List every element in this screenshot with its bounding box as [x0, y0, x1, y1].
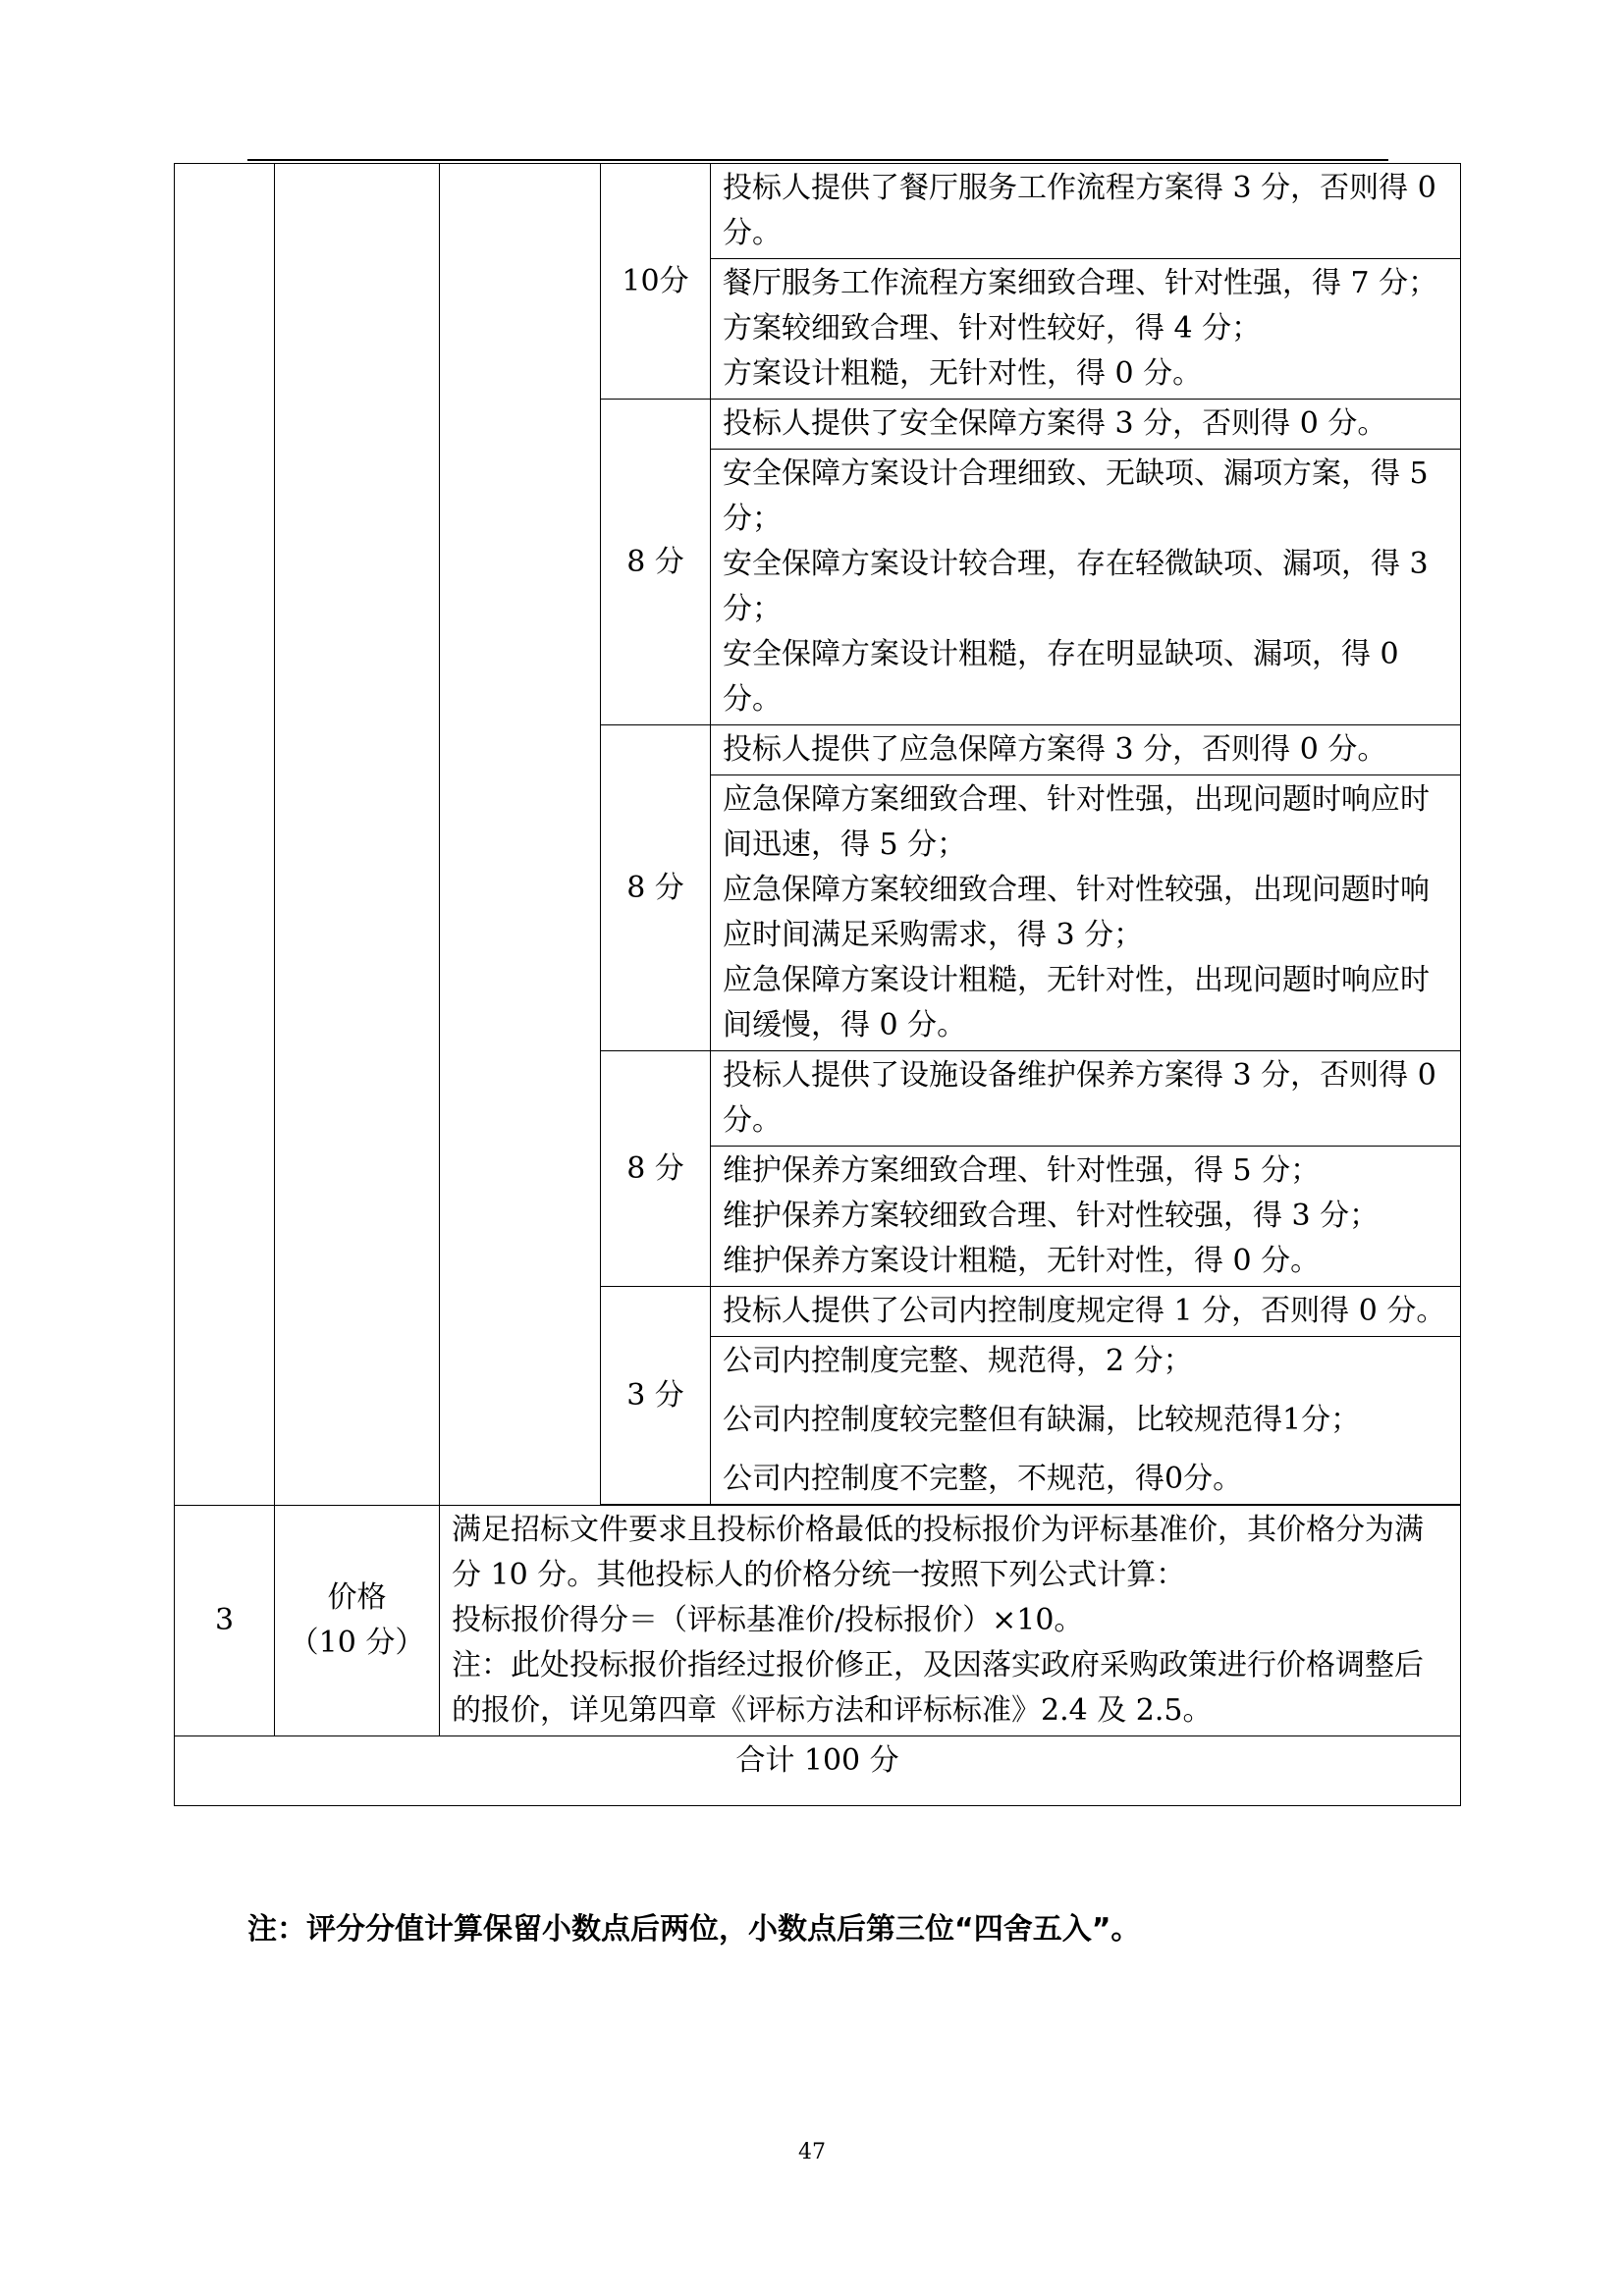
price-line: 注：此处投标报价指经过报价修正，及因落实政府采购政策进行价格调整后的报价，详见第四章《评标方法和评标标准》2.4 及 2.5。	[452, 1648, 1424, 1728]
criterion-line: 安全保障方案设计合理细致、无缺项、漏项方案，得 5 分；	[723, 456, 1429, 536]
criterion-line: 安全保障方案设计较合理，存在轻微缺项、漏项，得 3 分；	[723, 547, 1429, 626]
total-row	[175, 1736, 1461, 1806]
group-points: 8 分	[601, 1051, 711, 1287]
table-row	[175, 164, 1461, 259]
criterion-line: 应急保障方案较细致合理、针对性较强，出现问题时响应时间满足采购需求，得 3 分；	[723, 873, 1430, 952]
criterion-cell	[711, 259, 1461, 400]
criterion-cell	[711, 450, 1461, 725]
criterion-line: 投标人提供了安全保障方案得 3 分，否则得 0 分。	[723, 406, 1387, 441]
criterion-line: 维护保养方案设计粗糙，无针对性，得 0 分。	[723, 1244, 1321, 1278]
item-cell-continued	[275, 164, 440, 1506]
criterion-cell	[711, 164, 1461, 259]
footnote: 注：评分分值计算保留小数点后两位，小数点后第三位“四舍五入”。	[247, 1912, 1141, 1947]
criterion-line: 投标人提供了餐厅服务工作流程方案得 3 分，否则得 0 分。	[723, 171, 1436, 250]
group-points: 10分	[601, 164, 711, 400]
criterion-line: 餐厅服务工作流程方案细致合理、针对性强，得 7 分；	[723, 266, 1438, 300]
criterion-cell	[711, 1287, 1461, 1337]
scoring-table	[174, 163, 1461, 1806]
criterion-cell	[711, 1147, 1461, 1287]
criterion-line: 投标人提供了公司内控制度规定得 1 分，否则得 0 分。	[723, 1294, 1446, 1328]
group-points: 8 分	[601, 725, 711, 1051]
group-points: 3 分	[601, 1287, 711, 1505]
criterion-line: 公司内控制度完整、规范得，2 分；	[723, 1344, 1193, 1378]
criterion-cell	[711, 1051, 1461, 1147]
total-cell: 合计 100 分	[175, 1736, 1461, 1806]
criterion-line: 安全保障方案设计粗糙，存在明显缺项、漏项，得 0 分。	[723, 637, 1399, 717]
price-row	[175, 1506, 1461, 1736]
criterion-line: 公司内控制度较完整但有缺漏，比较规范得1分；	[723, 1403, 1361, 1437]
criterion-cell	[711, 1337, 1461, 1505]
price-item-name: 价格	[327, 1580, 387, 1615]
criterion-cell	[711, 725, 1461, 775]
price-line: 满足招标文件要求且投标价格最低的投标报价为评标基准价，其价格分为满分 10 分。其他投标人的价格分统一按照下列公式计算：	[452, 1513, 1424, 1592]
page-number: 47	[798, 2140, 826, 2164]
price-item-points: （10 分）	[289, 1626, 425, 1660]
criterion-line: 方案较细致合理、针对性较好，得 4 分；	[723, 311, 1262, 346]
criterion-line: 投标人提供了应急保障方案得 3 分，否则得 0 分。	[723, 732, 1387, 767]
price-item	[275, 1506, 440, 1736]
criterion-line: 维护保养方案较细致合理、针对性较强，得 3 分；	[723, 1199, 1380, 1233]
header-rule	[247, 159, 1388, 161]
criterion-line: 方案设计粗糙，无针对性，得 0 分。	[723, 356, 1203, 391]
criterion-line: 应急保障方案设计粗糙，无针对性，出现问题时响应时间缓慢，得 0 分。	[723, 963, 1430, 1042]
criterion-line: 投标人提供了设施设备维护保养方案得 3 分，否则得 0 分。	[723, 1058, 1436, 1138]
criterion-line: 维护保养方案细致合理、针对性强，得 5 分；	[723, 1153, 1321, 1188]
criterion-cell	[711, 775, 1461, 1051]
points-cell-continued	[440, 164, 601, 1506]
criterion-line: 应急保障方案细致合理、针对性强，出现问题时响应时间迅速，得 5 分；	[723, 782, 1430, 862]
criterion-line: 公司内控制度不完整，不规范，得0分。	[723, 1462, 1243, 1496]
criterion-cell	[711, 400, 1461, 450]
price-line: 投标报价得分＝（评标基准价/投标报价）×10。	[452, 1603, 1084, 1637]
price-description	[440, 1506, 1461, 1736]
group-points: 8 分	[601, 400, 711, 725]
price-no: 3	[175, 1506, 275, 1736]
no-cell-continued	[175, 164, 275, 1506]
